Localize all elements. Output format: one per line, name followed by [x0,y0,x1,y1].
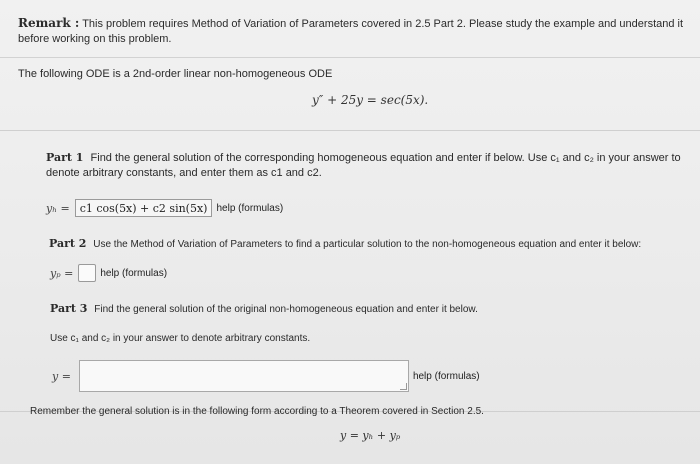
part1-help-link[interactable]: help (formulas) [216,202,284,214]
part2-help-link[interactable]: help (formulas) [100,267,168,279]
yp-answer-input[interactable] [78,264,96,282]
remember-text: Remember the general solution is in the following form according to a Theorem covered in Section 2.5. [30,406,484,417]
y-label: y = [52,369,71,383]
yh-answer-input[interactable]: c1 cos(5x) + c2 sin(5x) [75,199,213,217]
part3-constants-note: Use c₁ and c₂ in your answer to denote arbitrary constants. [50,333,311,344]
yh-label: yₕ = [46,201,70,215]
part3-help-link[interactable]: help (formulas) [412,370,480,382]
part2-label: Part 2 [49,237,87,250]
remark-paragraph [18,16,694,47]
intro-text: The following ODE is a 2nd-order linear non-homogeneous ODE [18,68,333,80]
part3-label: Part 3 [50,302,88,315]
remark-text: This problem requires Method of Variation of Parameters covered in 2.5 Part 2. Please study the example and understand it before working on this problem. [18,18,684,45]
part1-text: Find the general solution of the corresponding homogeneous equation and enter if below. Use c₁ and c₂ in your answer to denote arbitrary constants, and enter them as c1 and c2. [46,152,681,179]
part2-instructions [49,237,641,250]
part2-answer-row [50,264,167,282]
general-solution-formula: y = yₕ + yₚ [340,429,401,442]
part3-text: Find the general solution of the original non-homogeneous equation and enter it below. [94,304,478,315]
yp-label: yₚ = [50,266,74,280]
part3-instructions [50,302,478,315]
part3-answer-row [52,360,480,392]
resize-grip-icon[interactable] [400,383,407,390]
remark-label: Remark : [18,16,80,30]
part2-text: Use the Method of Variation of Parameters to find a particular solution to the non-homogeneous equation and enter it below: [93,239,642,250]
part1-answer-row [46,199,283,217]
part1-instructions [46,150,696,181]
part1-label: Part 1 [46,151,84,164]
ode-equation: y″ + 25y = sec(5x). [312,93,429,107]
y-answer-input[interactable] [79,360,409,392]
divider [0,57,700,58]
